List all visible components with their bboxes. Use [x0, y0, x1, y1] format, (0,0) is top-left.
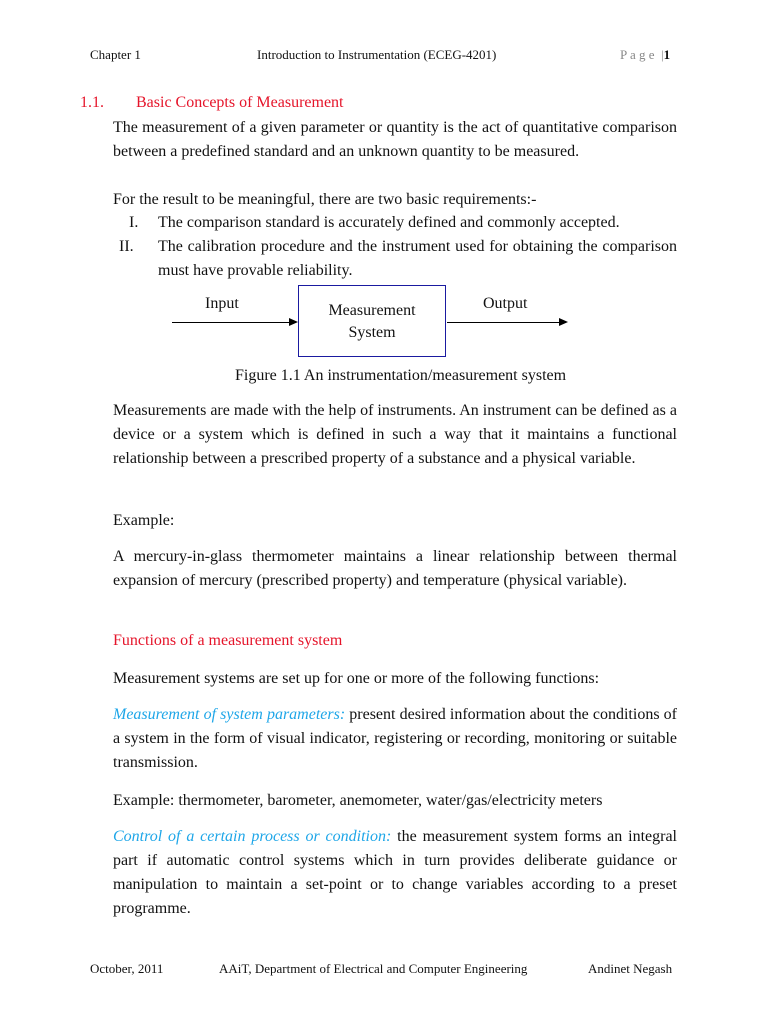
paragraph-requirements-intro: For the result to be meaningful, there are two basic requirements:- [113, 191, 537, 208]
function-measurement [113, 703, 677, 775]
requirement-marker: I. [129, 214, 139, 231]
function-term: Measurement of system parameters: [113, 706, 346, 723]
measurement-system-box [298, 285, 446, 357]
requirement-marker: II. [119, 238, 134, 255]
header-page [620, 47, 670, 63]
diagram-output-label: Output [483, 295, 528, 312]
paragraph-instruments: Measurements are made with the help of instruments. An instrument can be defined as a device or a system which is defined in such a way that it maintains a functional relationship between a prescribed property of a substance and a physical variable. [113, 402, 677, 467]
figure-caption: Figure 1.1 An instrumentation/measurement system [235, 367, 567, 384]
diagram-input-label: Input [205, 295, 239, 312]
requirement-item: The calibration procedure and the instrument used for obtaining the comparison must have provable reliability. [158, 238, 677, 279]
requirement-item: The comparison standard is accurately defined and commonly accepted. [158, 214, 620, 231]
box-line1: Measurement [328, 302, 416, 319]
footer-author: Andinet Negash [588, 961, 673, 976]
function-description: the measurement system forms an integral part if automatic control systems which in turn provides deliberate guidance or manipulation to maintain a set-point or to change variables according to a preset programme. [113, 828, 677, 917]
output-arrow [447, 322, 566, 323]
functions-heading: Functions of a measurement system [113, 632, 343, 649]
footer-department: AAiT, Department of Electrical and Computer Engineering [219, 961, 528, 976]
page-number: 1 [663, 47, 671, 62]
paragraph-intro: The measurement of a given parameter or quantity is the act of quantitative comparison between a predefined standard and an unknown quantity to be measured. [113, 119, 677, 160]
function-term: Control of a certain process or condition: [113, 828, 392, 845]
function-control [113, 825, 677, 921]
footer-date: October, 2011 [90, 961, 164, 976]
page-label: P a g e | [620, 47, 664, 62]
header-chapter: Chapter 1 [90, 47, 141, 62]
paragraph-functions-intro: Measurement systems are set up for one or more of the following functions: [113, 670, 600, 687]
function-description: present desired information about the conditions of a system in the form of visual indicator, registering or recording, monitoring or suitable transmission. [113, 706, 677, 771]
section-number: 1.1. [80, 94, 104, 111]
input-arrow [172, 322, 296, 323]
section-title: Basic Concepts of Measurement [136, 94, 344, 111]
example-instruments: Example: thermometer, barometer, anemometer, water/gas/electricity meters [113, 792, 603, 809]
header-title: Introduction to Instrumentation (ECEG-4201) [257, 47, 497, 62]
example-label: Example: [113, 512, 175, 529]
paragraph-thermometer: A mercury-in-glass thermometer maintains a linear relationship between thermal expansion of mercury (prescribed property) and temperature (physical variable). [113, 548, 677, 589]
box-line2: System [348, 324, 396, 341]
